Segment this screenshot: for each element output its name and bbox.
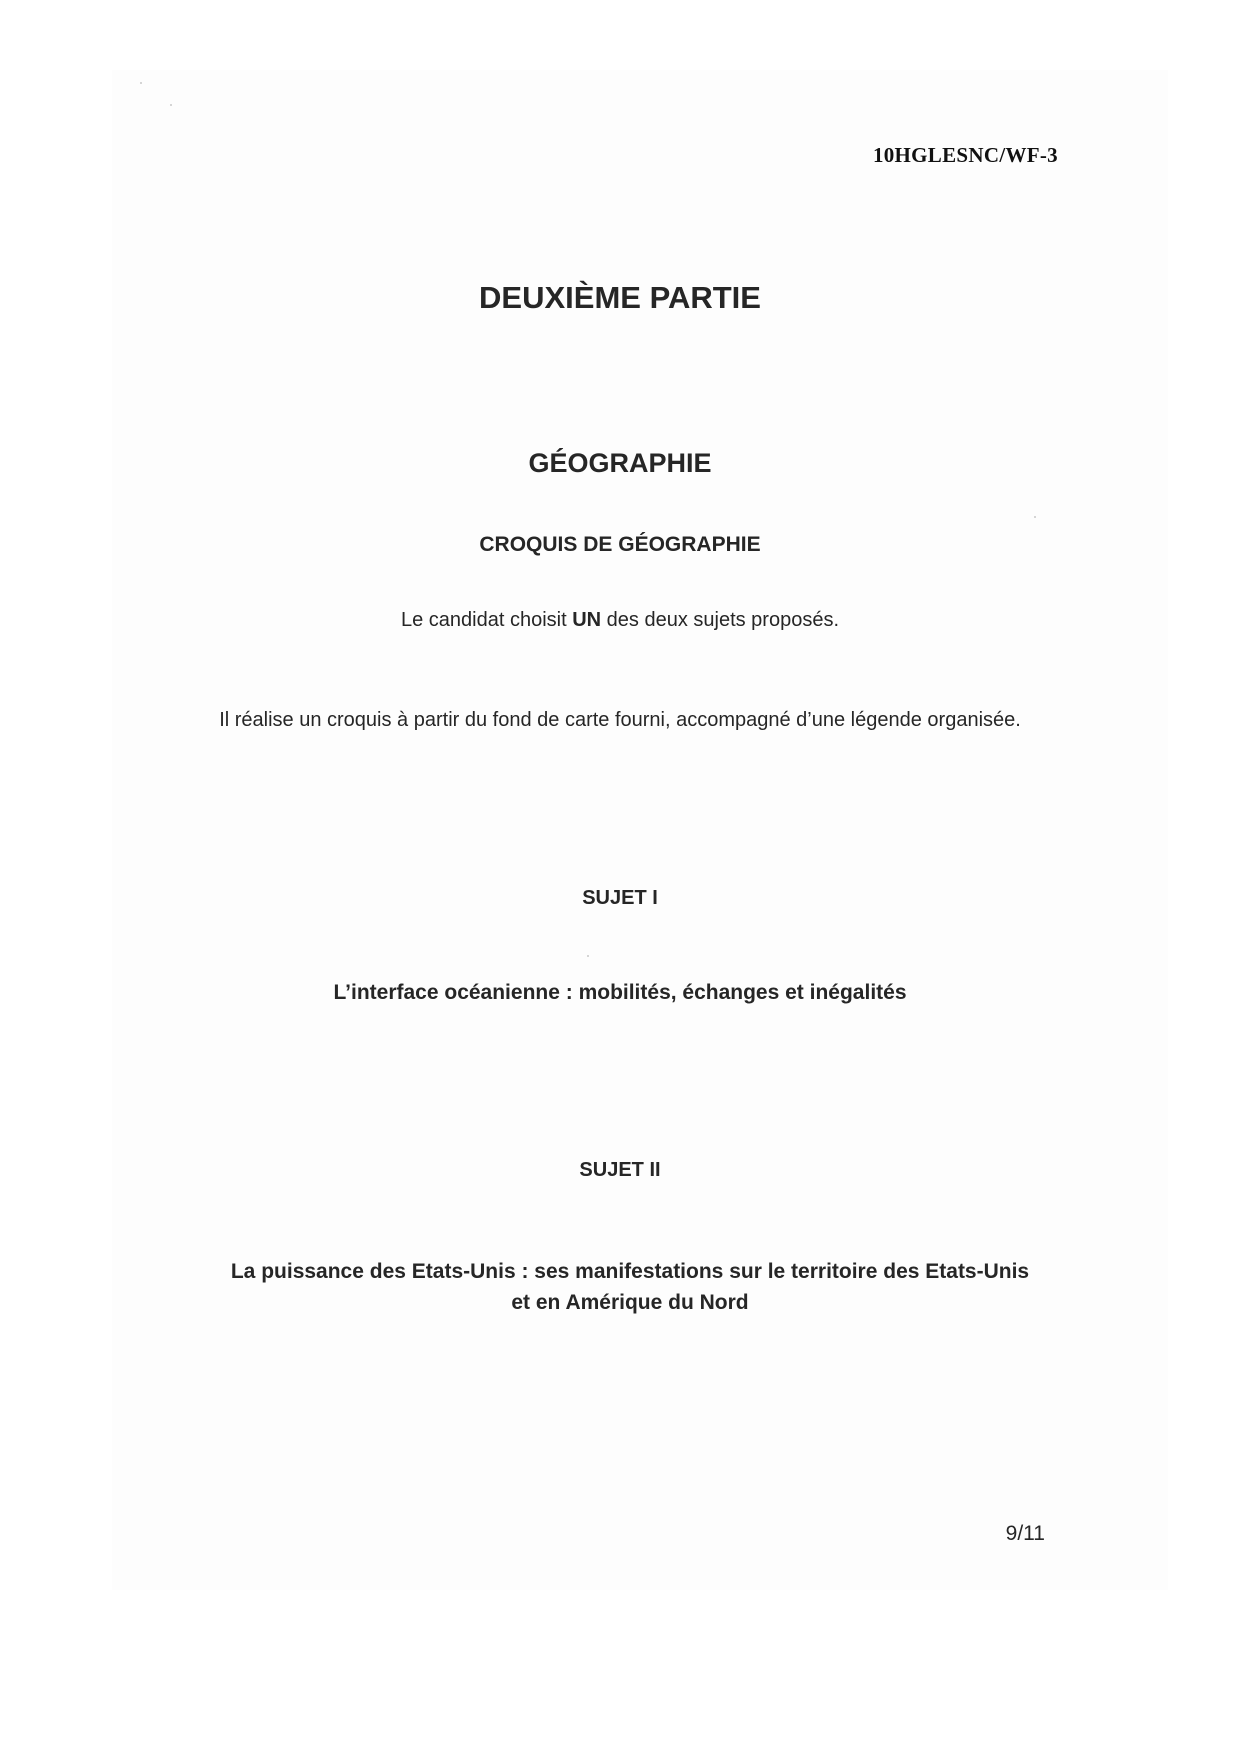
part-title: DEUXIÈME PARTIE <box>479 280 761 315</box>
scan-speck <box>140 82 142 84</box>
subject-1-title: L’interface océanienne : mobilités, échanges et inégalités <box>333 981 907 1004</box>
section-title: GÉOGRAPHIE <box>528 448 712 478</box>
reference-code: 10HGLESNC/WF-3 <box>872 143 1058 167</box>
subsection-title: CROQUIS DE GÉOGRAPHIE <box>479 533 761 556</box>
instruction-sketch: Il réalise un croquis à partir du fond de carte fourni, accompagné d’une légende organisée. <box>219 709 1021 731</box>
scan-speck <box>1034 516 1036 518</box>
subject-1-label: SUJET I <box>582 887 658 909</box>
instruction-emphasis: UN <box>572 609 602 631</box>
page-number: 9/11 <box>1005 1522 1045 1545</box>
scan-speck <box>170 104 172 106</box>
instruction-choose-subject <box>0 609 1240 632</box>
subject-2-title: La puissance des Etats-Unis : ses manifestations sur le territoire des Etats-Unis et en Amérique du Nord <box>230 1260 1030 1314</box>
instruction-text-before: Le candidat choisit <box>400 609 573 631</box>
scan-speck <box>587 955 589 957</box>
instruction-text-after: des deux sujets proposés. <box>601 609 840 631</box>
subject-2-label: SUJET II <box>579 1159 661 1181</box>
